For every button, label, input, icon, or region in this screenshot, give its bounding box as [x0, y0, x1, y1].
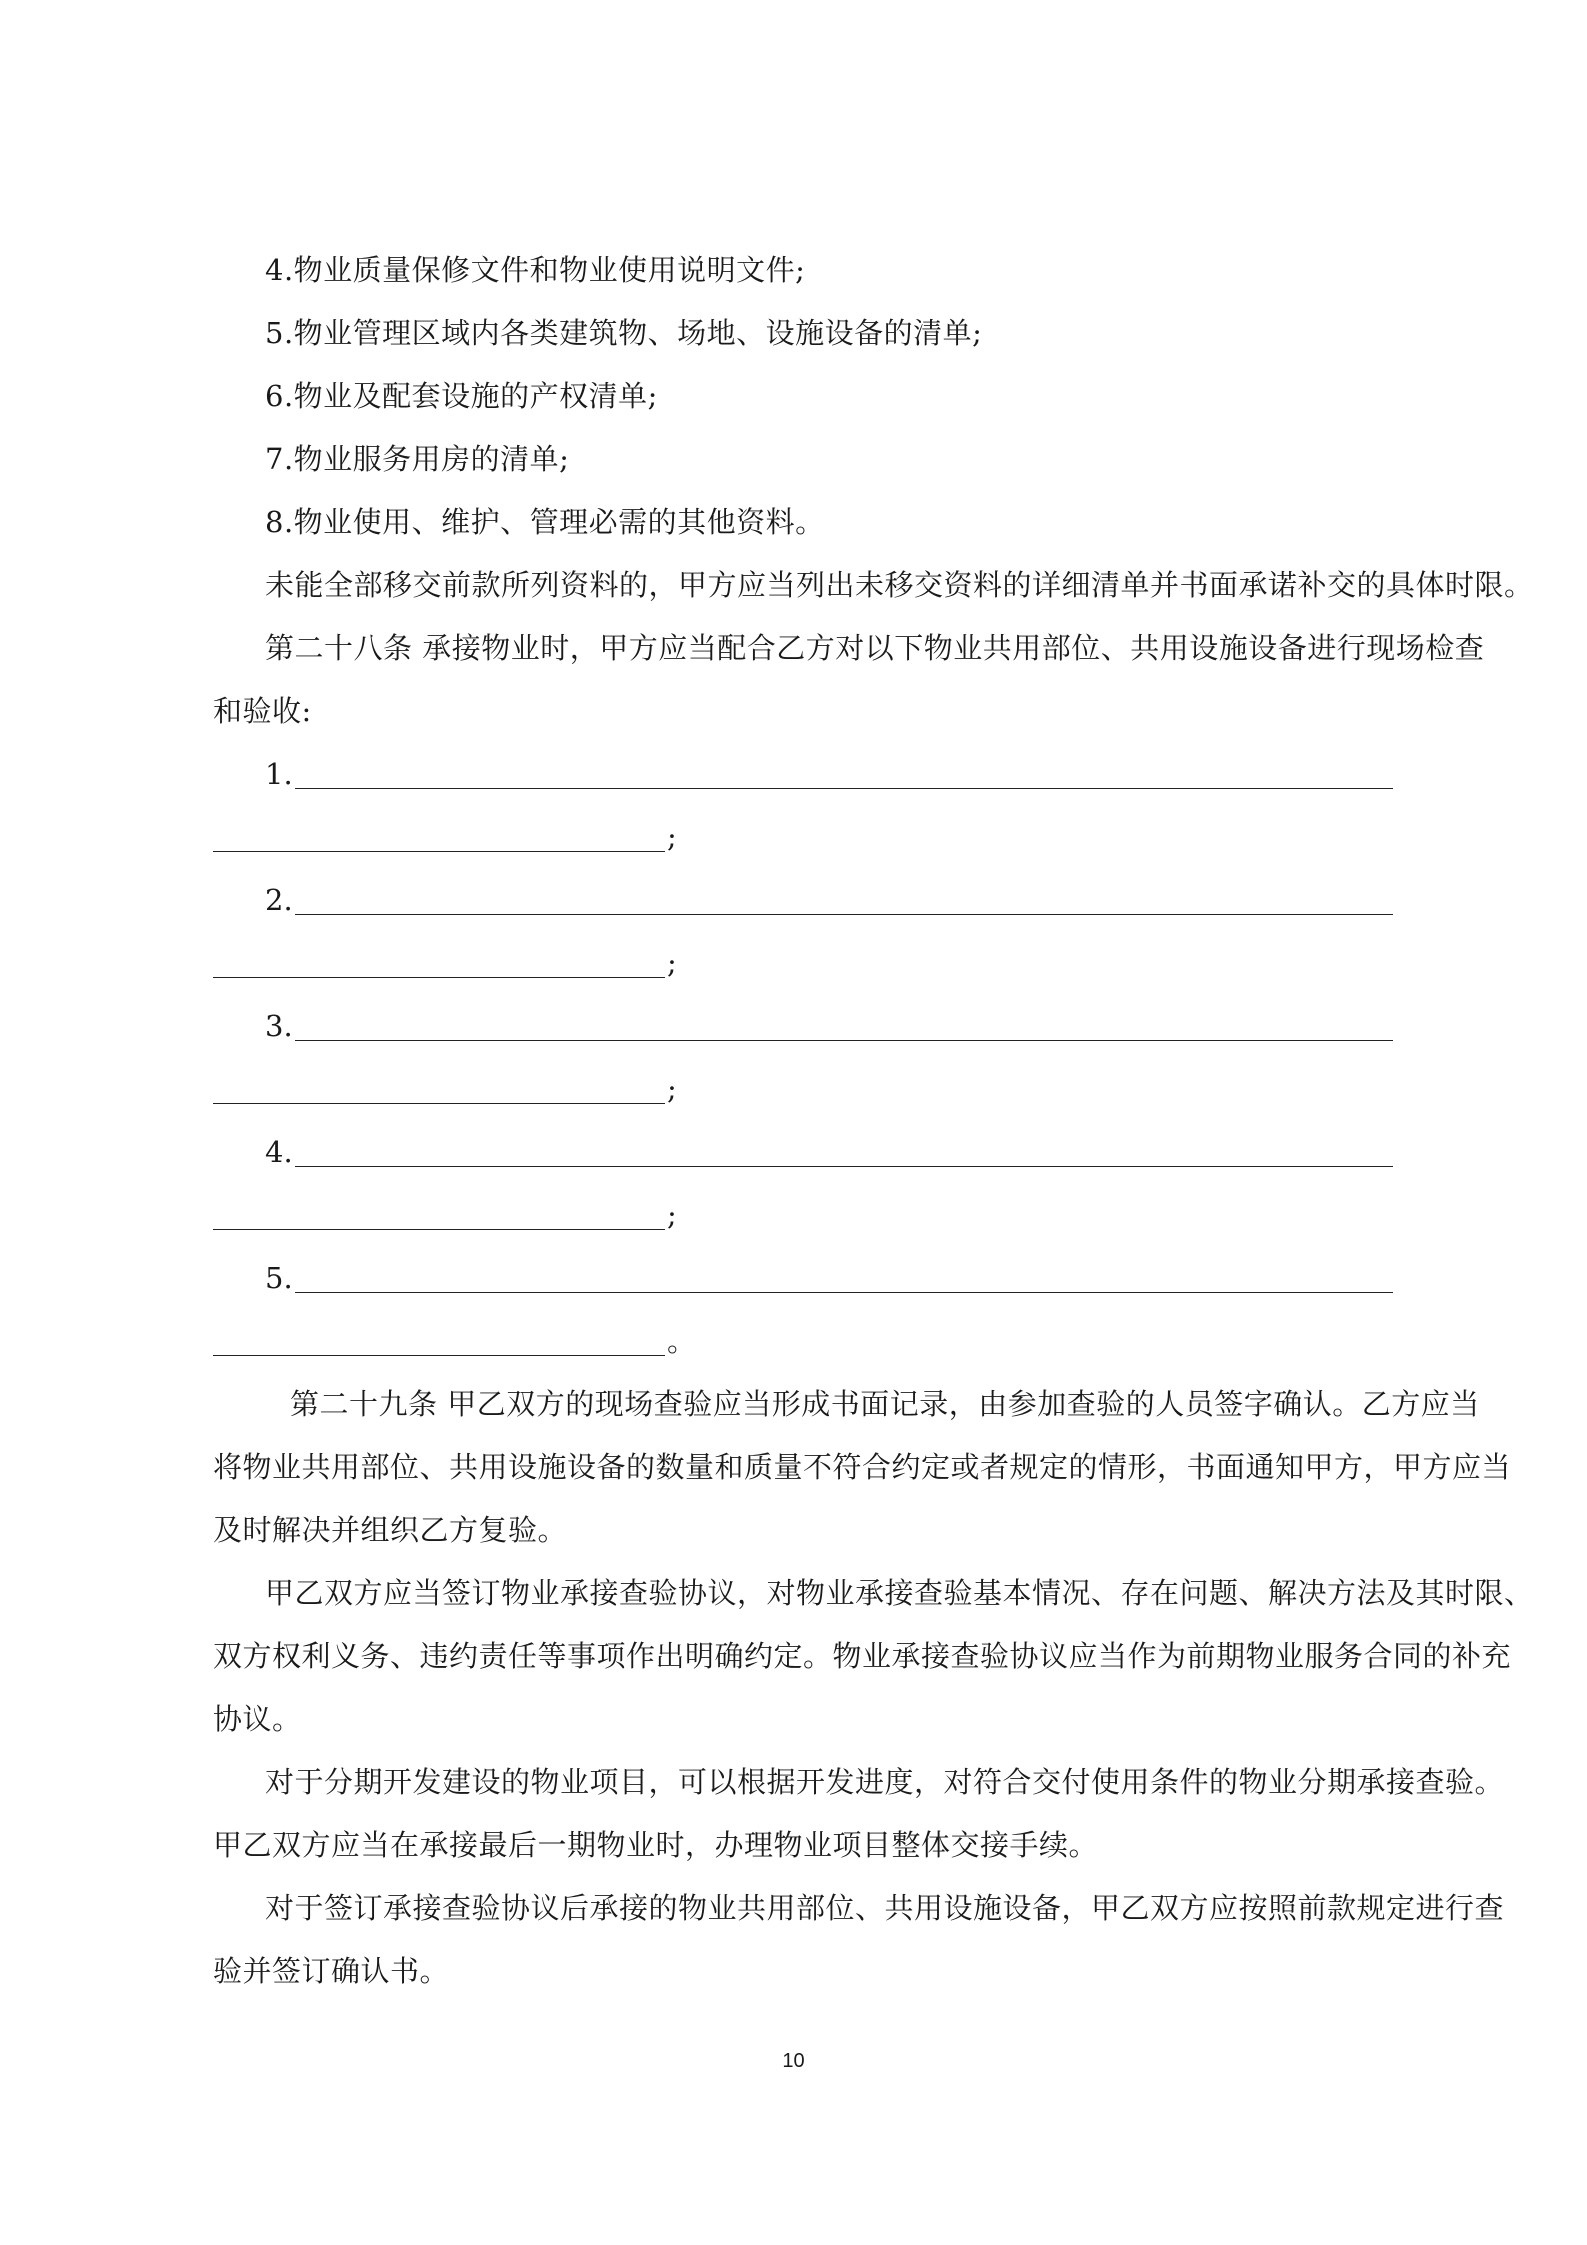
paragraph-agreement-line-2: 双方权利义务、违约责任等事项作出明确约定。物业承接查验协议应当作为前期物业服务合同的补充	[213, 1639, 1512, 1673]
blank-number: 4.	[265, 1135, 293, 1169]
blank-number: 1.	[265, 757, 293, 791]
blank-line[interactable]	[295, 1292, 1393, 1293]
paragraph-agreement-line-3: 协议。	[213, 1702, 302, 1736]
blank-line[interactable]	[213, 1229, 665, 1230]
blank-line[interactable]	[295, 1040, 1393, 1041]
paragraph-phased-line-2: 甲乙双方应当在承接最后一期物业时，办理物业项目整体交接手续。	[213, 1828, 1099, 1862]
article-28-line-2: 和验收:	[213, 694, 312, 728]
blank-end-punct: ;	[667, 820, 677, 854]
list-item: 5.物业管理区域内各类建筑物、场地、设施设备的清单;	[265, 316, 983, 350]
paragraph-agreement-line-1: 甲乙双方应当签订物业承接查验协议，对物业承接查验基本情况、存在问题、解决方法及其时限、	[265, 1576, 1534, 1610]
blank-number: 5.	[265, 1261, 293, 1295]
blank-end-punct: 。	[667, 1324, 697, 1358]
blank-line[interactable]	[213, 1103, 665, 1104]
blank-item	[0, 754, 1587, 794]
blank-line[interactable]	[295, 914, 1393, 915]
page-number: 10	[782, 2050, 805, 2072]
blank-item-continuation	[0, 1069, 1587, 1109]
blank-end-punct: ;	[667, 1198, 677, 1232]
article-29-line-1: 第二十九条 甲乙双方的现场查验应当形成书面记录，由参加查验的人员签字确认。乙方应当	[290, 1387, 1480, 1421]
list-item: 6.物业及配套设施的产权清单;	[265, 379, 658, 413]
article-29-line-2: 将物业共用部位、共用设施设备的数量和质量不符合约定或者规定的情形，书面通知甲方，甲方应当	[213, 1450, 1512, 1484]
paragraph-phased-line-1: 对于分期开发建设的物业项目，可以根据开发进度，对符合交付使用条件的物业分期承接查验。	[265, 1765, 1505, 1799]
blank-item-continuation	[0, 817, 1587, 857]
article-29-line-3: 及时解决并组织乙方复验。	[213, 1513, 568, 1547]
blank-item	[0, 880, 1587, 920]
blank-end-punct: ;	[667, 1072, 677, 1106]
blank-item	[0, 1132, 1587, 1172]
blank-end-punct: ;	[667, 946, 677, 980]
blank-line[interactable]	[295, 1166, 1393, 1167]
blank-number: 2.	[265, 883, 293, 917]
blank-line[interactable]	[213, 851, 665, 852]
blank-item-continuation	[0, 1321, 1587, 1361]
blank-item-continuation	[0, 1195, 1587, 1235]
blank-number: 3.	[265, 1009, 293, 1043]
blank-line[interactable]	[295, 788, 1393, 789]
blank-line[interactable]	[213, 977, 665, 978]
paragraph-after-line-1: 对于签订承接查验协议后承接的物业共用部位、共用设施设备，甲乙双方应按照前款规定进行查	[265, 1891, 1505, 1925]
article-28-line-1: 第二十八条 承接物业时，甲方应当配合乙方对以下物业共用部位、共用设施设备进行现场检查	[265, 631, 1485, 665]
list-item: 8.物业使用、维护、管理必需的其他资料。	[265, 505, 825, 539]
blank-item	[0, 1258, 1587, 1298]
paragraph-untransferred: 未能全部移交前款所列资料的，甲方应当列出未移交资料的详细清单并书面承诺补交的具体时限。	[265, 568, 1534, 602]
list-item: 4.物业质量保修文件和物业使用说明文件;	[265, 253, 806, 287]
blank-item	[0, 1006, 1587, 1046]
list-item: 7.物业服务用房的清单;	[265, 442, 570, 476]
paragraph-after-line-2: 验并签订确认书。	[213, 1954, 450, 1988]
blank-item-continuation	[0, 943, 1587, 983]
blank-line[interactable]	[213, 1355, 665, 1356]
